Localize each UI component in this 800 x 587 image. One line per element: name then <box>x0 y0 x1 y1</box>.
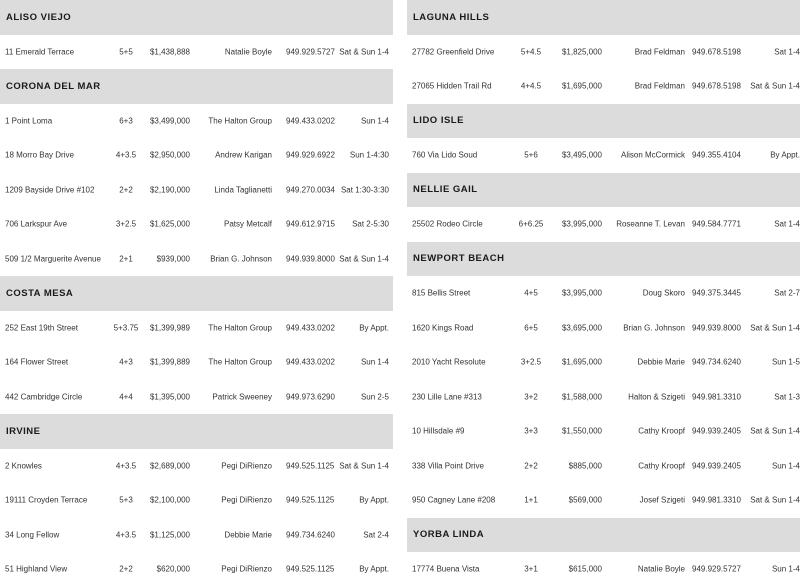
listing-agent: The Halton Group <box>208 357 272 367</box>
listing-bed-bath: 2+2 <box>524 461 538 471</box>
listing-phone: 949.433.0202 <box>286 357 335 367</box>
listing-open-house-time: Sun 1-4 <box>771 564 800 574</box>
listing-agent: Pegi DiRienzo <box>221 495 272 505</box>
area-header: NEWPORT BEACH <box>407 242 800 277</box>
listing-address: 230 Lille Lane #313 <box>412 392 482 402</box>
listing-row <box>407 345 800 380</box>
listing-phone: 949.929.6922 <box>286 150 335 160</box>
listing-bed-bath: 4+3.5 <box>115 461 137 471</box>
listing-address: 509 1/2 Marguerite Avenue <box>5 254 101 264</box>
listing-open-house-time: Sat & Sun 1-4 <box>750 495 800 505</box>
listing-bed-bath: 3+1 <box>524 564 538 574</box>
listing-price: $2,190,000 <box>149 185 190 195</box>
listing-price: $939,000 <box>156 254 190 264</box>
listing-address: 760 Via Lido Soud <box>412 150 478 160</box>
listing-row <box>0 173 393 208</box>
listing-price: $615,000 <box>568 564 602 574</box>
listing-agent: Patrick Sweeney <box>212 392 272 402</box>
listing-price: $2,100,000 <box>149 495 190 505</box>
listing-address: 25502 Rodeo Circle <box>412 219 483 229</box>
listing-bed-bath: 2+1 <box>119 254 133 264</box>
listing-open-house-time: Sat 2-4 <box>363 530 389 540</box>
area-header: ALISO VIEJO <box>0 0 393 35</box>
listing-phone: 949.433.0202 <box>286 116 335 126</box>
listing-row <box>0 104 393 139</box>
listing-row <box>0 311 393 346</box>
listing-row <box>0 483 393 518</box>
listing-open-house-time: Sat & Sun 1-4 <box>750 81 800 91</box>
listing-price: $1,438,888 <box>149 47 190 57</box>
area-section <box>0 69 393 276</box>
listing-bed-bath: 3+3 <box>524 426 538 436</box>
listing-row <box>0 207 393 242</box>
listing-open-house-time: Sat & Sun 1-4 <box>339 461 389 471</box>
listing-phone: 949.981.3310 <box>692 495 741 505</box>
listing-address: 34 Long Fellow <box>5 530 60 540</box>
listing-open-house-time: Sat & Sun 1-4 <box>750 323 800 333</box>
listing-open-house-time: Sun 1-5 <box>771 357 800 367</box>
listing-bed-bath: 5+6 <box>524 150 538 160</box>
listing-row <box>0 345 393 380</box>
listing-price: $3,495,000 <box>561 150 602 160</box>
listing-agent: Roseanne T. Levan <box>616 219 685 229</box>
listing-row <box>407 138 800 173</box>
listing-agent: Brian G. Johnson <box>210 254 272 264</box>
listing-address: 950 Cagney Lane #208 <box>412 495 496 505</box>
listing-bed-bath: 4+5 <box>524 288 538 298</box>
area-section <box>407 518 800 587</box>
area-section <box>407 104 800 173</box>
listing-address: 19111 Croyden Terrace <box>5 495 88 505</box>
listing-price: $885,000 <box>568 461 602 471</box>
area-section <box>407 242 800 518</box>
area-header: CORONA DEL MAR <box>0 69 393 104</box>
listing-address: 2010 Yacht Resolute <box>412 357 486 367</box>
area-section <box>0 0 393 69</box>
listing-bed-bath: 4+3.5 <box>115 530 137 540</box>
listing-row <box>407 311 800 346</box>
listing-row <box>407 207 800 242</box>
listing-phone: 949.973.6290 <box>286 392 335 402</box>
listing-address: 11 Emerald Terrace <box>5 47 75 57</box>
listing-bed-bath: 3+2 <box>524 392 538 402</box>
listing-phone: 949.734.6240 <box>692 357 741 367</box>
listing-bed-bath: 5+3.75 <box>113 323 139 333</box>
listing-address: 17774 Buena Vista <box>412 564 480 574</box>
listing-bed-bath: 5+5 <box>119 47 133 57</box>
listing-phone: 949.525.1125 <box>286 461 335 471</box>
listing-price: $3,499,000 <box>149 116 190 126</box>
listing-open-house-time: Sun 2-5 <box>360 392 389 402</box>
listing-row <box>407 69 800 104</box>
listing-agent: The Halton Group <box>208 323 272 333</box>
area-header: YORBA LINDA <box>407 518 800 553</box>
listing-phone: 949.375.3445 <box>692 288 741 298</box>
area-header: COSTA MESA <box>0 276 393 311</box>
listing-row <box>0 518 393 553</box>
listing-row <box>0 380 393 415</box>
listing-row <box>407 483 800 518</box>
area-section <box>407 173 800 242</box>
right-column <box>407 0 800 587</box>
listing-agent: Debbie Marie <box>637 357 685 367</box>
listing-agent: Patsy Metcalf <box>223 219 272 229</box>
listing-bed-bath: 4+3 <box>119 357 133 367</box>
area-section <box>0 276 393 414</box>
listing-price: $1,825,000 <box>561 47 602 57</box>
listing-row <box>407 380 800 415</box>
listing-agent: Andrew Karigan <box>215 150 272 160</box>
area-header: IRVINE <box>0 414 393 449</box>
listing-price: $1,550,000 <box>561 426 602 436</box>
listing-address: 27782 Greenfield Drive <box>412 47 495 57</box>
listing-open-house-time: By Appt. <box>359 495 389 505</box>
listing-bed-bath: 1+1 <box>524 495 538 505</box>
listing-row <box>407 449 800 484</box>
listing-address: 164 Flower Street <box>5 357 69 367</box>
listing-phone: 949.612.9715 <box>286 219 335 229</box>
listing-agent: Alison McCormick <box>620 150 685 160</box>
listing-phone: 949.678.5198 <box>692 47 741 57</box>
area-header: NELLIE GAIL <box>407 173 800 208</box>
listing-agent: Brad Feldman <box>634 47 685 57</box>
listing-open-house-time: Sun 1-4 <box>360 357 389 367</box>
listing-row <box>0 449 393 484</box>
listing-phone: 949.525.1125 <box>286 495 335 505</box>
listing-open-house-time: By Appt. <box>770 150 800 160</box>
listing-open-house-time: Sat & Sun 1-4 <box>339 254 389 264</box>
listing-bed-bath: 3+2.5 <box>115 219 137 229</box>
listing-agent: Josef Szigeti <box>639 495 685 505</box>
listing-address: 706 Larkspur Ave <box>5 219 68 229</box>
listing-bed-bath: 6+6.25 <box>518 219 544 229</box>
listing-agent: Natalie Boyle <box>637 564 685 574</box>
listing-address: 1 Point Loma <box>5 116 53 126</box>
listing-address: 2 Knowles <box>5 461 42 471</box>
listing-open-house-time: Sat 2-7 <box>774 288 800 298</box>
listing-address: 1620 Kings Road <box>412 323 474 333</box>
listing-phone: 949.584.7771 <box>692 219 741 229</box>
listing-open-house-time: Sat 1:30-3:30 <box>340 185 389 195</box>
listing-agent: Brad Feldman <box>634 81 685 91</box>
listing-open-house-time: Sun 1-4 <box>360 116 389 126</box>
listing-row <box>0 35 393 70</box>
listing-bed-bath: 2+2 <box>119 185 133 195</box>
listing-bed-bath: 4+3.5 <box>115 150 137 160</box>
listing-agent: Pegi DiRienzo <box>221 461 272 471</box>
listing-phone: 949.929.5727 <box>692 564 741 574</box>
listing-open-house-time: Sat 1-4 <box>774 219 800 229</box>
listing-address: 252 East 19th Street <box>5 323 78 333</box>
listing-open-house-time: Sat & Sun 1-4 <box>750 426 800 436</box>
listing-address: 1209 Bayside Drive #102 <box>5 185 95 195</box>
listing-agent: Natalie Boyle <box>224 47 272 57</box>
listing-row <box>407 414 800 449</box>
listing-row <box>0 552 393 587</box>
listing-address: 442 Cambridge Circle <box>5 392 83 402</box>
listing-phone: 949.939.2405 <box>692 426 741 436</box>
listing-phone: 949.678.5198 <box>692 81 741 91</box>
listing-agent: Debbie Marie <box>224 530 272 540</box>
listing-open-house-time: Sat & Sun 1-4 <box>339 47 389 57</box>
listing-agent: The Halton Group <box>208 116 272 126</box>
listing-agent: Halton & Szigeti <box>628 392 685 402</box>
listing-agent: Cathy Kroopf <box>638 461 685 471</box>
listing-price: $1,399,989 <box>149 323 190 333</box>
listing-price: $1,625,000 <box>149 219 190 229</box>
listing-row <box>407 35 800 70</box>
listing-row <box>0 242 393 277</box>
listing-row <box>407 276 800 311</box>
listing-price: $1,395,000 <box>149 392 190 402</box>
listing-bed-bath: 5+4.5 <box>520 47 542 57</box>
listing-open-house-time: Sun 1-4:30 <box>349 150 389 160</box>
listing-bed-bath: 5+3 <box>119 495 133 505</box>
listing-phone: 949.939.8000 <box>692 323 741 333</box>
listing-agent: Linda Taglianetti <box>214 185 272 195</box>
listing-address: 51 Highland View <box>5 564 68 574</box>
listing-price: $1,695,000 <box>561 81 602 91</box>
listing-phone: 949.270.0034 <box>286 185 335 195</box>
area-header: LAGUNA HILLS <box>407 0 800 35</box>
listing-bed-bath: 6+5 <box>524 323 538 333</box>
listing-agent: Doug Skoro <box>642 288 685 298</box>
listing-bed-bath: 2+2 <box>119 564 133 574</box>
listing-price: $620,000 <box>156 564 190 574</box>
listing-open-house-time: Sat 1-4 <box>774 47 800 57</box>
listing-open-house-time: By Appt. <box>359 564 389 574</box>
listing-bed-bath: 4+4 <box>119 392 133 402</box>
left-column <box>0 0 393 587</box>
area-header: LIDO ISLE <box>407 104 800 139</box>
listing-phone: 949.981.3310 <box>692 392 741 402</box>
listing-price: $2,689,000 <box>149 461 190 471</box>
listing-address: 815 Bellis Street <box>412 288 471 298</box>
listing-bed-bath: 6+3 <box>119 116 133 126</box>
listing-phone: 949.525.1125 <box>286 564 335 574</box>
listing-price: $1,695,000 <box>561 357 602 367</box>
listing-address: 10 Hillsdale #9 <box>412 426 465 436</box>
listing-phone: 949.734.6240 <box>286 530 335 540</box>
area-section <box>407 0 800 104</box>
listing-agent: Pegi DiRienzo <box>221 564 272 574</box>
listing-address: 338 Villa Point Drive <box>412 461 484 471</box>
listing-row <box>407 552 800 587</box>
listing-phone: 949.355.4104 <box>692 150 741 160</box>
listing-price: $3,695,000 <box>561 323 602 333</box>
listing-price: $1,399,889 <box>149 357 190 367</box>
listing-price: $3,995,000 <box>561 219 602 229</box>
listing-open-house-time: Sun 1-4 <box>771 461 800 471</box>
listing-open-house-time: By Appt. <box>359 323 389 333</box>
listing-price: $1,125,000 <box>149 530 190 540</box>
listing-phone: 949.939.2405 <box>692 461 741 471</box>
listing-agent: Brian G. Johnson <box>623 323 685 333</box>
listing-address: 27065 Hidden Trail Rd <box>412 81 492 91</box>
listing-open-house-time: Sat 2-5:30 <box>352 219 389 229</box>
listing-price: $569,000 <box>568 495 602 505</box>
listing-bed-bath: 4+4.5 <box>520 81 542 91</box>
listing-price: $3,995,000 <box>561 288 602 298</box>
area-section <box>0 414 393 587</box>
listing-price: $2,950,000 <box>149 150 190 160</box>
listing-agent: Cathy Kroopf <box>638 426 685 436</box>
listing-open-house-time: Sat 1-3 <box>774 392 800 402</box>
listing-phone: 949.433.0202 <box>286 323 335 333</box>
listing-bed-bath: 3+2.5 <box>520 357 542 367</box>
listing-phone: 949.929.5727 <box>286 47 335 57</box>
listing-address: 18 Morro Bay Drive <box>5 150 74 160</box>
listing-price: $1,588,000 <box>561 392 602 402</box>
listing-row <box>0 138 393 173</box>
listing-phone: 949.939.8000 <box>286 254 335 264</box>
